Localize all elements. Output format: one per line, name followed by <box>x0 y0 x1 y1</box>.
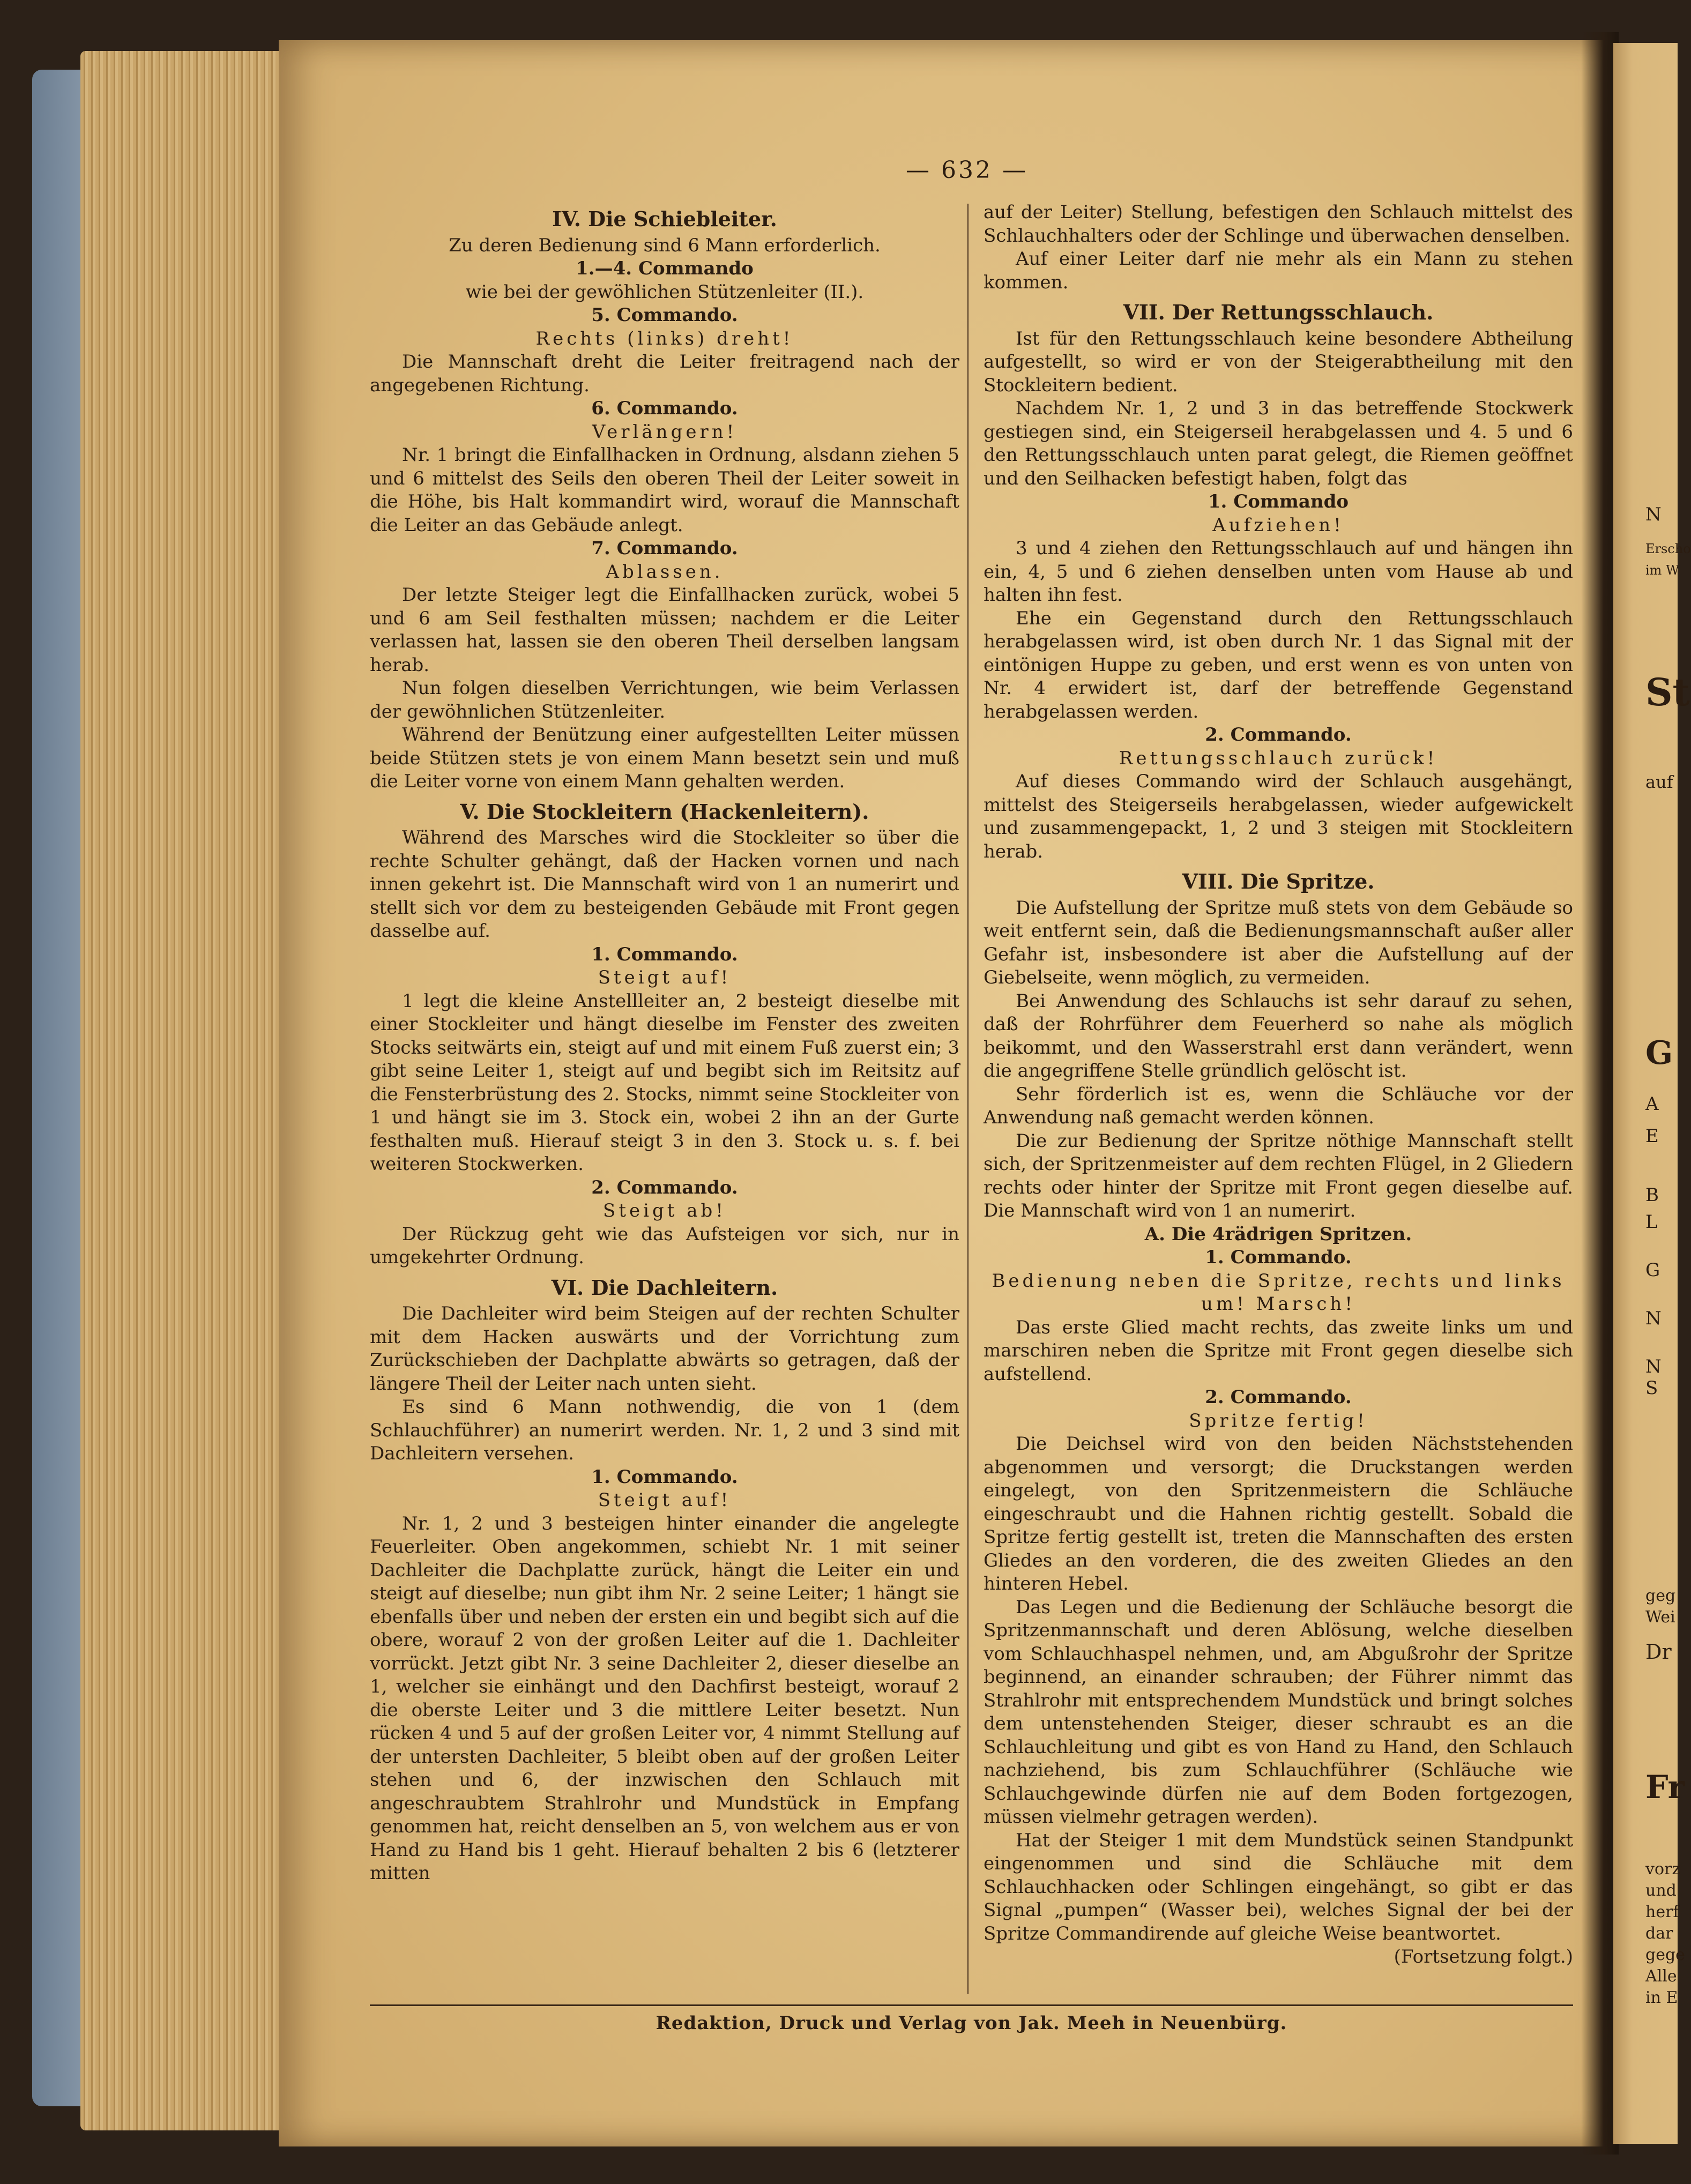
paragraph: Die Mannschaft dreht die Leiter freitragend nach der angegebenen Richtung. <box>370 351 959 396</box>
command-call: Rechts (links) dreht! <box>535 327 794 349</box>
paragraph: Während der Benützung einer aufgestellten Leiter müssen beide Stützen stets je von einem Mann besetzt sein und muß die Leiter vorne von einem Mann gehalten werden. <box>370 724 959 792</box>
command-heading: 5. Commando. <box>591 304 738 326</box>
next-page-fragment: St <box>1645 670 1690 714</box>
next-page-edge <box>1613 43 1691 2144</box>
paragraph: Ehe ein Gegenstand durch den Rettungsschlauch herabgelassen wird, ist oben durch Nr. 1 das Signal mit der eintönigen Huppe zu geben, und erst wenn es von unten von Nr. 4 erwidert ist, darf der betreffende Gegenstand herabgelassen werden. <box>984 607 1573 722</box>
paragraph: (Fortsetzung folgt.) <box>1394 1946 1573 1967</box>
section-heading: VII. Der Rettungsschlauch. <box>1123 300 1434 324</box>
section-heading: IV. Die Schiebleiter. <box>552 207 777 231</box>
next-page-fragment: in E <box>1645 1988 1678 2007</box>
paragraph: Während des Marsches wird die Stockleiter so über die rechte Schulter gehängt, daß der Hacken vornen und nach innen gekehrt ist. Die Mannschaft wird von 1 an numerirt und stellt sich vor dem zu besteigenden Gebäude mit Front gegen dasselbe auf. <box>370 827 959 942</box>
command-heading: 1. Commando. <box>591 1466 738 1488</box>
page-edges <box>80 51 306 2130</box>
paragraph: Der letzte Steiger legt die Einfallhacken zurück, wobei 5 und 6 am Seil festhalten müssen; nachdem er die Leiter verlassen hat, lassen sie den oberen Theil derselben langsam herab. <box>370 584 959 676</box>
paragraph: Nun folgen dieselben Verrichtungen, wie beim Verlassen der gewöhnlichen Stützenleiter. <box>370 677 959 722</box>
paragraph: auf der Leiter) Stellung, befestigen den Schlauch mittelst des Schlauchhalters oder der Schlinge und überwachen denselben. <box>984 202 1573 247</box>
command-call: Steigt ab! <box>603 1200 726 1221</box>
paragraph: Es sind 6 Mann nothwendig, die von 1 (dem Schlauchführer) an numerirt werden. Nr. 1, 2 und 3 sind mit Dachleitern versehen. <box>370 1396 959 1464</box>
next-page-fragment: dar <box>1645 1924 1673 1943</box>
next-page-fragment: A <box>1645 1093 1659 1115</box>
section-heading: V. Die Stockleitern (Hackenleitern). <box>460 799 869 824</box>
command-heading: 7. Commando. <box>591 538 738 559</box>
page-number: — 632 — <box>906 156 1028 184</box>
paragraph: Ist für den Rettungsschlauch keine besondere Abtheilung aufgestellt, so wird er von der Steigerabtheilung mit den Stockleitern bedient. <box>984 327 1573 396</box>
next-page-fragment: gege <box>1645 1946 1685 1964</box>
paragraph: Die Aufstellung der Spritze muß stets von dem Gebäude so weit entfernt sein, daß die Bedienungsmannschaft außer aller Gefahr ist, insbesondere ist aber die Aufstellung auf der Giebelseite, wenn möglich, zu vermeiden. <box>984 897 1573 988</box>
paragraph: Das erste Glied macht rechts, das zweite links um und marschiren neben die Spritze mit Front gegen dieselbe sich aufstellend. <box>984 1316 1573 1385</box>
paragraph: Die zur Bedienung der Spritze nöthige Mannschaft stellt sich, der Spritzenmeister auf dem rechten Flügel, in 2 Gliedern rechts oder hinter der Spritze mit Front gegen dieselbe auf. Die Mannschaft wird von 1 an numerirt. <box>984 1130 1573 1221</box>
command-heading: 2. Commando. <box>1205 1387 1352 1408</box>
right-column <box>984 201 1573 1969</box>
section-heading: VI. Die Dachleitern. <box>551 1275 778 1300</box>
command-heading: 2. Commando. <box>1205 724 1352 746</box>
next-page-fragment: E <box>1645 1125 1659 1147</box>
command-heading: 2. Commando. <box>591 1176 738 1198</box>
paragraph: Nr. 1, 2 und 3 besteigen hinter einander die angelegte Feuerleiter. Oben angekommen, schiebt Nr. 1 mit seiner Dachleiter die Dachplatte zurück, hängt die Leiter ein und steigt auf dieselbe; nun gibt ihm Nr. 2 seine Leiter; 1 hängt sie ebenfalls über und neben der ersten ein und begibt sich auf die obere, worauf 2 von der großen Leiter auf die 1. Dachleiter vorrückt. Jetzt gibt Nr. 3 seine Dachleiter 2, dieser dieselbe an 1, welcher sie einhängt und den Dachfirst besteigt, worauf 2 die oberste Leiter und 3 die mittlere Leiter besetzt. Nun rücken 4 und 5 auf der großen Leiter vor, 4 nimmt Stellung auf der untersten Dachleiter, 5 bleibt oben auf der großen Leiter stehen und 6, der inzwischen den Schlauch mit angeschraubtem Strahlrohr und Mundstück in Empfang genommen hat, reicht denselben an 5, von welchem aus er von Hand zu Hand bis 1 geht. Hierauf behalten 2 bis 6 (letzterer mitten <box>370 1512 959 1884</box>
command-call: Steigt auf! <box>598 967 732 988</box>
imprint-footer: Redaktion, Druck und Verlag von Jak. Meeh in Neuenbürg. <box>655 2012 1287 2034</box>
command-call: Rettungsschlauch zurück! <box>1119 747 1438 769</box>
next-page-fragment: Erscho <box>1645 541 1691 556</box>
command-call: Bedienung neben die Spritze, rechts und links um! Marsch! <box>992 1270 1565 1315</box>
next-page-fragment: G <box>1645 1259 1660 1281</box>
paragraph: Auf dieses Commando wird der Schlauch ausgehängt, mittelst des Steigerseils herabgelassen, wieder aufgewickelt und zusammengepackt, 1, 2 und 3 steigen mit Stockleitern herab. <box>984 771 1573 862</box>
command-heading: 1.—4. Commando <box>576 258 754 279</box>
command-heading: 1. Commando <box>1208 491 1349 512</box>
next-page-fragment: Wei <box>1645 1608 1675 1627</box>
next-page-fragment: und <box>1645 1881 1677 1900</box>
section-heading: VIII. Die Spritze. <box>1182 869 1375 893</box>
paragraph: Der Rückzug geht wie das Aufsteigen vor sich, nur in umgekehrter Ordnung. <box>370 1223 959 1268</box>
paragraph: Die Dachleiter wird beim Steigen auf der rechten Schulter mit dem Hacken auswärts und der Vorrichtung zum Zurückschieben der Dachplatte abwärts so getragen, daß der längere Theil der Leiter nach unten sieht. <box>370 1303 959 1395</box>
next-page-fragment: Fr <box>1645 1769 1685 1806</box>
command-call: Ablassen. <box>606 561 724 583</box>
command-call: Steigt auf! <box>598 1489 732 1511</box>
paragraph: Auf einer Leiter darf nie mehr als ein Mann zu stehen kommen. <box>984 248 1573 293</box>
next-page-fragment: G <box>1645 1034 1673 1072</box>
next-page-fragment: herf <box>1645 1903 1679 1921</box>
command-call: Spritze fertig! <box>1189 1410 1368 1432</box>
command-heading: 6. Commando. <box>591 398 738 419</box>
next-page-fragment: N <box>1645 1356 1662 1377</box>
paragraph: Die Deichsel wird von den beiden Nächststehenden abgenommen und versorgt; die Druckstangen werden eingelegt, von den Spritzenmeistern die Schläuche eingeschraubt und die Hahnen richtig gestellt. Sobald die Spritze fertig gestellt ist, treten die Mannschaften des ersten Gliedes an den vorderen, die des zweiten Gliedes an den hinteren Hebel. <box>984 1433 1573 1594</box>
paragraph: wie bei der gewöhlichen Stützenleiter (II.). <box>465 281 864 303</box>
next-page-fragment: auf <box>1645 772 1673 792</box>
next-page-fragment: S <box>1645 1377 1658 1399</box>
command-call: Verlängern! <box>592 421 738 443</box>
next-page-fragment: N <box>1645 1308 1662 1329</box>
next-page-fragment: geg <box>1645 1586 1676 1605</box>
next-page-fragment: im W <box>1645 563 1679 578</box>
command-heading: 1. Commando. <box>591 943 738 965</box>
command-heading: A. Die 4rädrigen Spritzen. <box>1144 1223 1412 1245</box>
paragraph: Nr. 1 bringt die Einfallhacken in Ordnung, alsdann ziehen 5 und 6 mittelst des Seils den oberen Theil der Leiter soweit in die Höhe, bis Halt kommandirt wird, worauf die Mannschaft die Leiter an das Gebäude anlegt. <box>370 444 959 536</box>
column-divider <box>967 204 969 1994</box>
paragraph: Hat der Steiger 1 mit dem Mundstück seinen Standpunkt eingenommen und sind die Schläuche mit dem Schlauchhacken oder Schlingen eingehängt, so gibt er das Signal „pumpen“ (Wasser bei), welches Signal der bei der Spritze Commandirende auf gleiche Weise beantwortet. <box>984 1829 1573 1944</box>
next-page-fragment: N <box>1645 504 1662 525</box>
paragraph: 3 und 4 ziehen den Rettungsschlauch auf und hängen ihn ein, 4, 5 und 6 ziehen denselben unten vom Hause ab und halten ihn fest. <box>984 538 1573 606</box>
footer-rule <box>370 2004 1573 2006</box>
command-heading: 1. Commando. <box>1205 1247 1352 1268</box>
paragraph: 1 legt die kleine Anstellleiter an, 2 besteigt dieselbe mit einer Stockleiter und hängt dieselbe im Fenster des zweiten Stocks seitwärts ein, steigt auf und mit einem Fuß zuerst ein; 3 gibt seine Leiter 1, steigt auf und begibt sich im Reitsitz auf die Fensterbrüstung des 2. Stocks, nimmt seine Stockleiter von 1 und hängt sie im 3. Stock ein, wobei 2 ihn an der Gurte festhalten muß. Hierauf steigt 3 in den 3. Stock u. s. f. bei weiteren Stockwerken. <box>370 990 959 1175</box>
next-page-fragment: B <box>1645 1184 1659 1206</box>
command-call: Aufziehen! <box>1212 514 1344 536</box>
paragraph: Nachdem Nr. 1, 2 und 3 in das betreffende Stockwerk gestiegen sind, ein Steigerseil herabgelassen und 4. 5 und 6 den Rettungsschlauch unten parat gelegt, die Riemen geöffnet und den Seilhacken befestigt haben, folgt das <box>984 398 1573 489</box>
left-column <box>370 201 959 1885</box>
next-page-fragment: vorz <box>1645 1860 1681 1879</box>
paragraph: Das Legen und die Bedienung der Schläuche besorgt die Spritzenmannschaft und deren Ablösung, welche dieselben vom Schlauchhaspel nehmen, und, am Abgußrohr der Spritze beginnend, an einander schrauben; der Führer nimmt das Strahlrohr mit entsprechendem Mundstück und bringt solches dem untenstehenden Steiger, dieser schraubt es an die Schlauchleitung und gibt es von Hand zu Hand, den Schlauch nachziehend, bis zum Schlauchführer (Schläuche wie Schlauchgewinde dürfen nie auf dem Boden fortgezogen, müssen vielmehr getragen werden). <box>984 1596 1573 1828</box>
paragraph: Bei Anwendung des Schlauchs ist sehr darauf zu sehen, daß der Rohrführer dem Feuerherd so nahe als möglich beikommt, und den Wasserstrahl erst dann verändert, wenn die angegriffene Stelle gründlich gelöscht ist. <box>984 990 1573 1082</box>
paragraph: Zu deren Bedienung sind 6 Mann erforderlich. <box>449 234 881 256</box>
next-page-fragment: L <box>1645 1211 1658 1233</box>
next-page-fragment: Alle <box>1645 1967 1677 1986</box>
next-page-fragment: Dr <box>1645 1640 1672 1664</box>
paragraph: Sehr förderlich ist es, wenn die Schläuche vor der Anwendung naß gemacht werden können. <box>984 1083 1573 1128</box>
